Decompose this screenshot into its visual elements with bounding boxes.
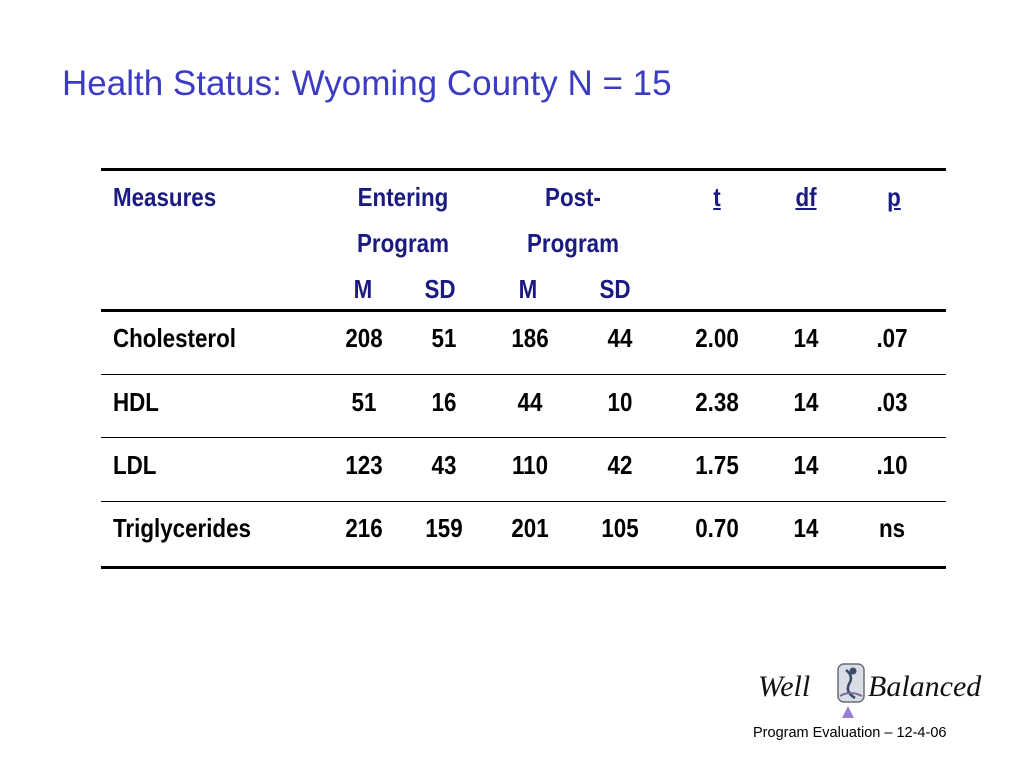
header-post-sd: SD [599, 274, 631, 304]
row-measure: Cholesterol [113, 323, 237, 353]
cell-post-sd: 44 [607, 323, 633, 353]
logo-word-well: Well [758, 670, 811, 703]
cell-p: .10 [876, 450, 908, 480]
cell-enter-sd: 43 [431, 450, 457, 480]
header-measures: Measures [113, 182, 217, 212]
cell-enter-sd: 51 [431, 323, 457, 353]
header-post-program: Program [527, 228, 619, 258]
cell-post-m: 201 [511, 513, 549, 543]
header-df: df [795, 182, 817, 212]
cell-t: 2.00 [695, 323, 739, 353]
header-post: Post- [545, 182, 601, 212]
logo-word-balanced: Balanced [868, 670, 982, 703]
figure-icon [838, 664, 864, 702]
row-measure: Triglycerides [113, 513, 251, 543]
header-entering-sd: SD [424, 274, 456, 304]
header-entering-m: M [353, 274, 373, 304]
row-divider [101, 374, 946, 375]
header-t: t [713, 182, 721, 212]
cell-post-m: 110 [511, 450, 549, 480]
cell-df: 14 [793, 450, 819, 480]
cell-post-sd: 105 [601, 513, 639, 543]
cell-enter-m: 123 [345, 450, 383, 480]
cell-p: .07 [876, 323, 908, 353]
cell-p: .03 [876, 387, 908, 417]
slide-title: Health Status: Wyoming County N = 15 [62, 64, 672, 103]
footer-text: Program Evaluation – 12-4-06 [753, 725, 947, 741]
cell-post-m: 186 [511, 323, 549, 353]
well-balanced-logo [756, 656, 1000, 720]
cell-post-sd: 10 [607, 387, 633, 417]
cell-post-sd: 42 [607, 450, 633, 480]
header-p: p [887, 182, 901, 212]
cell-df: 14 [793, 513, 819, 543]
header-entering: Entering [357, 182, 449, 212]
cell-p: ns [878, 513, 906, 543]
header-post-m: M [518, 274, 538, 304]
cell-enter-sd: 159 [425, 513, 463, 543]
cell-df: 14 [793, 387, 819, 417]
triangle-icon [842, 706, 854, 718]
table-top-rule [101, 168, 946, 171]
header-bottom-rule [101, 309, 946, 312]
row-divider [101, 437, 946, 438]
cell-t: 1.75 [695, 450, 739, 480]
cell-t: 2.38 [695, 387, 739, 417]
cell-enter-sd: 16 [431, 387, 457, 417]
cell-enter-m: 216 [345, 513, 383, 543]
row-divider [101, 501, 946, 502]
cell-df: 14 [793, 323, 819, 353]
row-measure: HDL [113, 387, 159, 417]
cell-t: 0.70 [695, 513, 739, 543]
cell-post-m: 44 [517, 387, 543, 417]
row-measure: LDL [113, 450, 157, 480]
header-entering-program: Program [357, 228, 449, 258]
table-bottom-rule [101, 566, 946, 569]
cell-enter-m: 208 [345, 323, 383, 353]
cell-enter-m: 51 [351, 387, 377, 417]
